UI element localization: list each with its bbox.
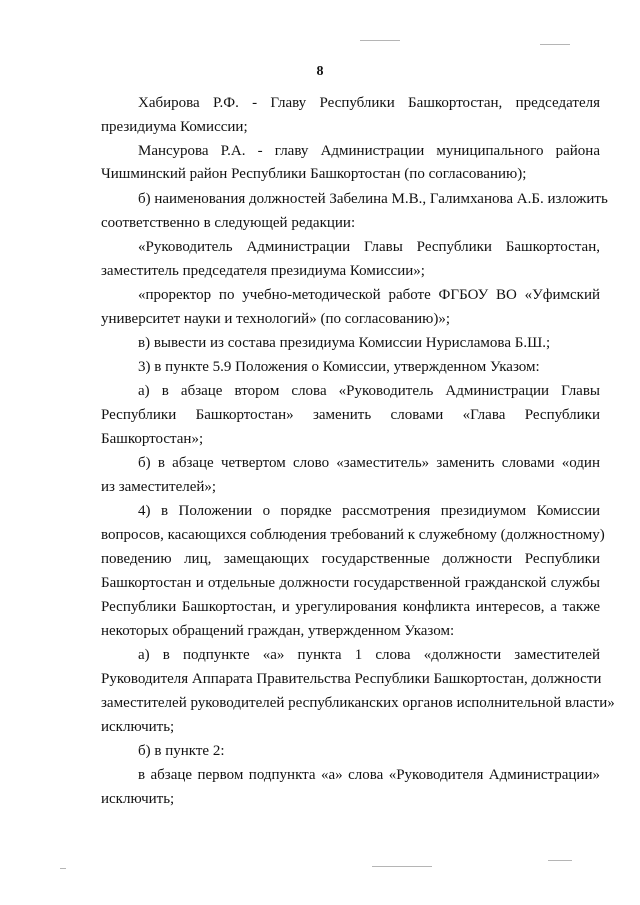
- text-line: Республики Башкортостан» заменить словами «Глава Республики: [101, 407, 600, 423]
- text-line: Мансурова Р.А. - главу Администрации муниципального района: [138, 143, 600, 159]
- text-line: в) вывести из состава президиума Комиссии Нурисламова Б.Ш.;: [138, 335, 551, 351]
- scan-speck: [548, 860, 572, 861]
- text-line: Чишминский район Республики Башкортостан (по согласованию);: [101, 166, 527, 182]
- text-line: б) в пункте 2:: [138, 743, 225, 759]
- text-line: исключить;: [101, 791, 175, 807]
- text-line: президиума Комиссии;: [101, 119, 248, 135]
- text-line: б) наименования должностей Забелина М.В., Галимханова А.Б. изложить: [138, 191, 608, 207]
- text-line: соответственно в следующей редакции:: [101, 215, 356, 231]
- page-number: 8: [316, 64, 324, 79]
- scan-speck: [372, 866, 432, 867]
- text-line: Республики Башкортостан, и урегулирования конфликта интересов, а также: [101, 599, 600, 615]
- text-line: из заместителей»;: [101, 479, 217, 495]
- text-line: 4) в Положении о порядке рассмотрения президиумом Комиссии: [138, 503, 600, 519]
- text-line: б) в абзаце четвертом слово «заместитель» заменить словами «один: [138, 455, 600, 471]
- text-line: 3) в пункте 5.9 Положения о Комиссии, утвержденном Указом:: [138, 359, 540, 375]
- text-line: вопросов, касающихся соблюдения требований к служебному (должностному): [101, 527, 605, 543]
- text-line: некоторых обращений граждан, утвержденном Указом:: [101, 623, 455, 639]
- text-line: а) в подпункте «а» пункта 1 слова «должности заместителей: [138, 647, 600, 663]
- text-line: Башкортостан»;: [101, 431, 204, 447]
- scan-speck: [540, 44, 570, 45]
- text-line: исключить;: [101, 719, 175, 735]
- text-line: «проректор по учебно-методической работе ФГБОУ ВО «Уфимский: [138, 287, 600, 303]
- text-line: Руководителя Аппарата Правительства Республики Башкортостан, должности: [101, 671, 602, 687]
- scan-speck: [360, 40, 400, 41]
- text-line: университет науки и технологий» (по согласованию)»;: [101, 311, 451, 327]
- scan-speck: [60, 868, 66, 869]
- text-line: «Руководитель Администрации Главы Республики Башкортостан,: [138, 239, 600, 255]
- text-line: заместитель председателя президиума Комиссии»;: [101, 263, 425, 279]
- text-line: поведению лиц, замещающих государственные должности Республики: [101, 551, 600, 567]
- text-line: в абзаце первом подпункта «а» слова «Руководителя Администрации»: [138, 767, 600, 783]
- text-line: Башкортостан и отдельные должности государственной гражданской службы: [101, 575, 600, 591]
- text-line: а) в абзаце втором слова «Руководитель Администрации Главы: [138, 383, 600, 399]
- text-line: заместителей руководителей республиканских органов исполнительной власти»: [101, 695, 615, 711]
- text-line: Хабирова Р.Ф. - Главу Республики Башкортостан, председателя: [138, 95, 600, 111]
